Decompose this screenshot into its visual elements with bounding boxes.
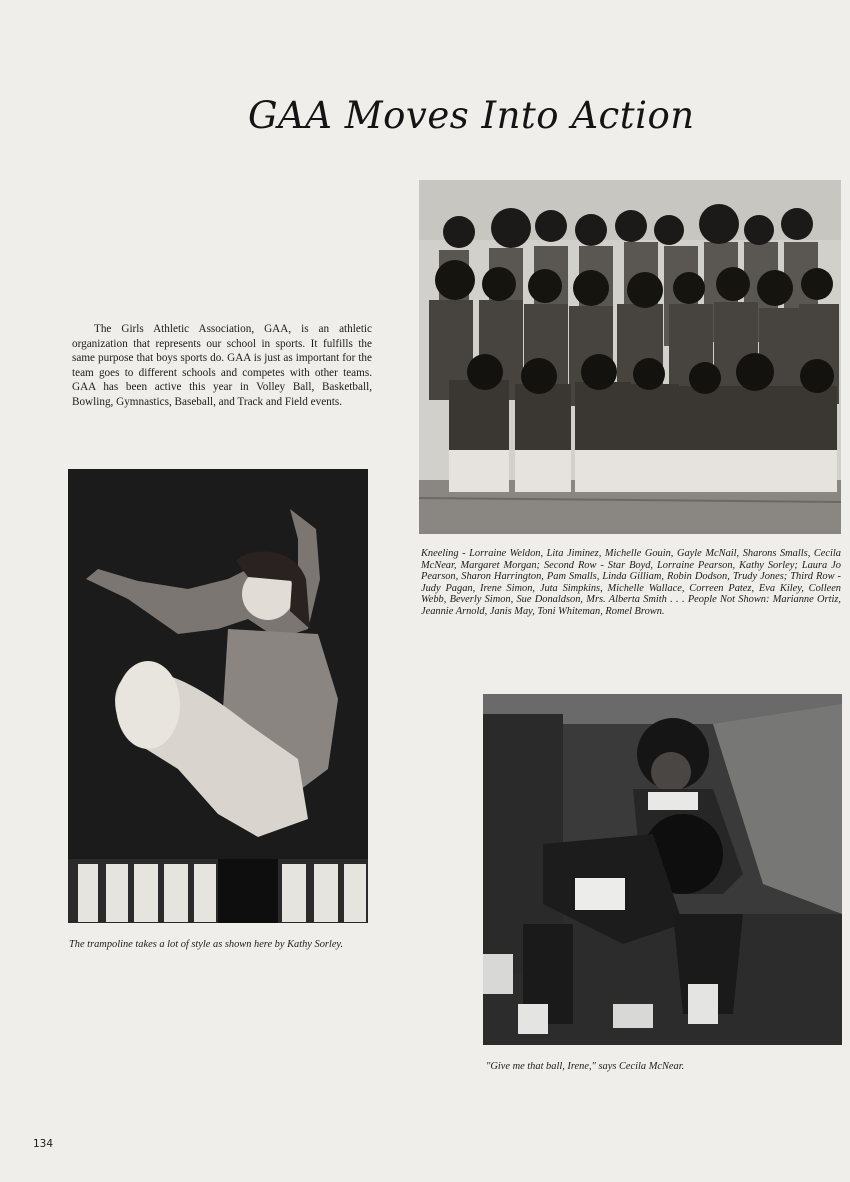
intro-paragraph: The Girls Athletic Association, GAA, is an athletic organization that represents our school in sports. It fulfills the same purpose that boys sports do. GAA is just as important for the team goes to different schools and competes with other teams. GAA has been active this year in Volley Ball, Basketball, Bowling, Gymnastics, Baseball, and Track and Field events.: [72, 323, 372, 408]
trampoline-photo-art: [68, 469, 368, 923]
trampoline-photo: [68, 469, 368, 923]
page-title: GAA Moves Into Action: [248, 94, 695, 137]
team-group-photo: [419, 180, 841, 534]
basketball-photo: [483, 694, 842, 1045]
page-number: 134: [33, 1138, 54, 1150]
group-photo-caption: Kneeling - Lorraine Weldon, Lita Jiminez, Michelle Gouin, Gayle McNail, Sharons Smalls, Cecila McNear, Margaret Morgan; Second Row - Star Boyd, Lorraine Pearson, Kathy Sorley; Laura Jo Pearson, Sharon Harrington, Pam Smalls, Linda Gilliam, Robin Dodson, Trudy Jones; Third Row - Judy Pagan, Irene Simon, Juta Simpkins, Michelle Wallace, Correen Patez, Eva Kiley, Colleen Webb, Beverly Simon, Sue Donaldson, Mrs. Alberta Smith . . . People Not Shown: Marianne Ortiz, Jeannie Arnold, Janis May, Toni Whiteman, Romel Brown.: [421, 548, 841, 617]
bleed-through-text: [690, 48, 707, 86]
team-group-photo-art: [419, 180, 841, 534]
trampoline-caption: The trampoline takes a lot of style as shown here by Kathy Sorley.: [69, 939, 344, 950]
basketball-photo-art: [483, 694, 842, 1045]
basketball-caption: "Give me that ball, Irene," says Cecila McNear.: [486, 1061, 685, 1072]
